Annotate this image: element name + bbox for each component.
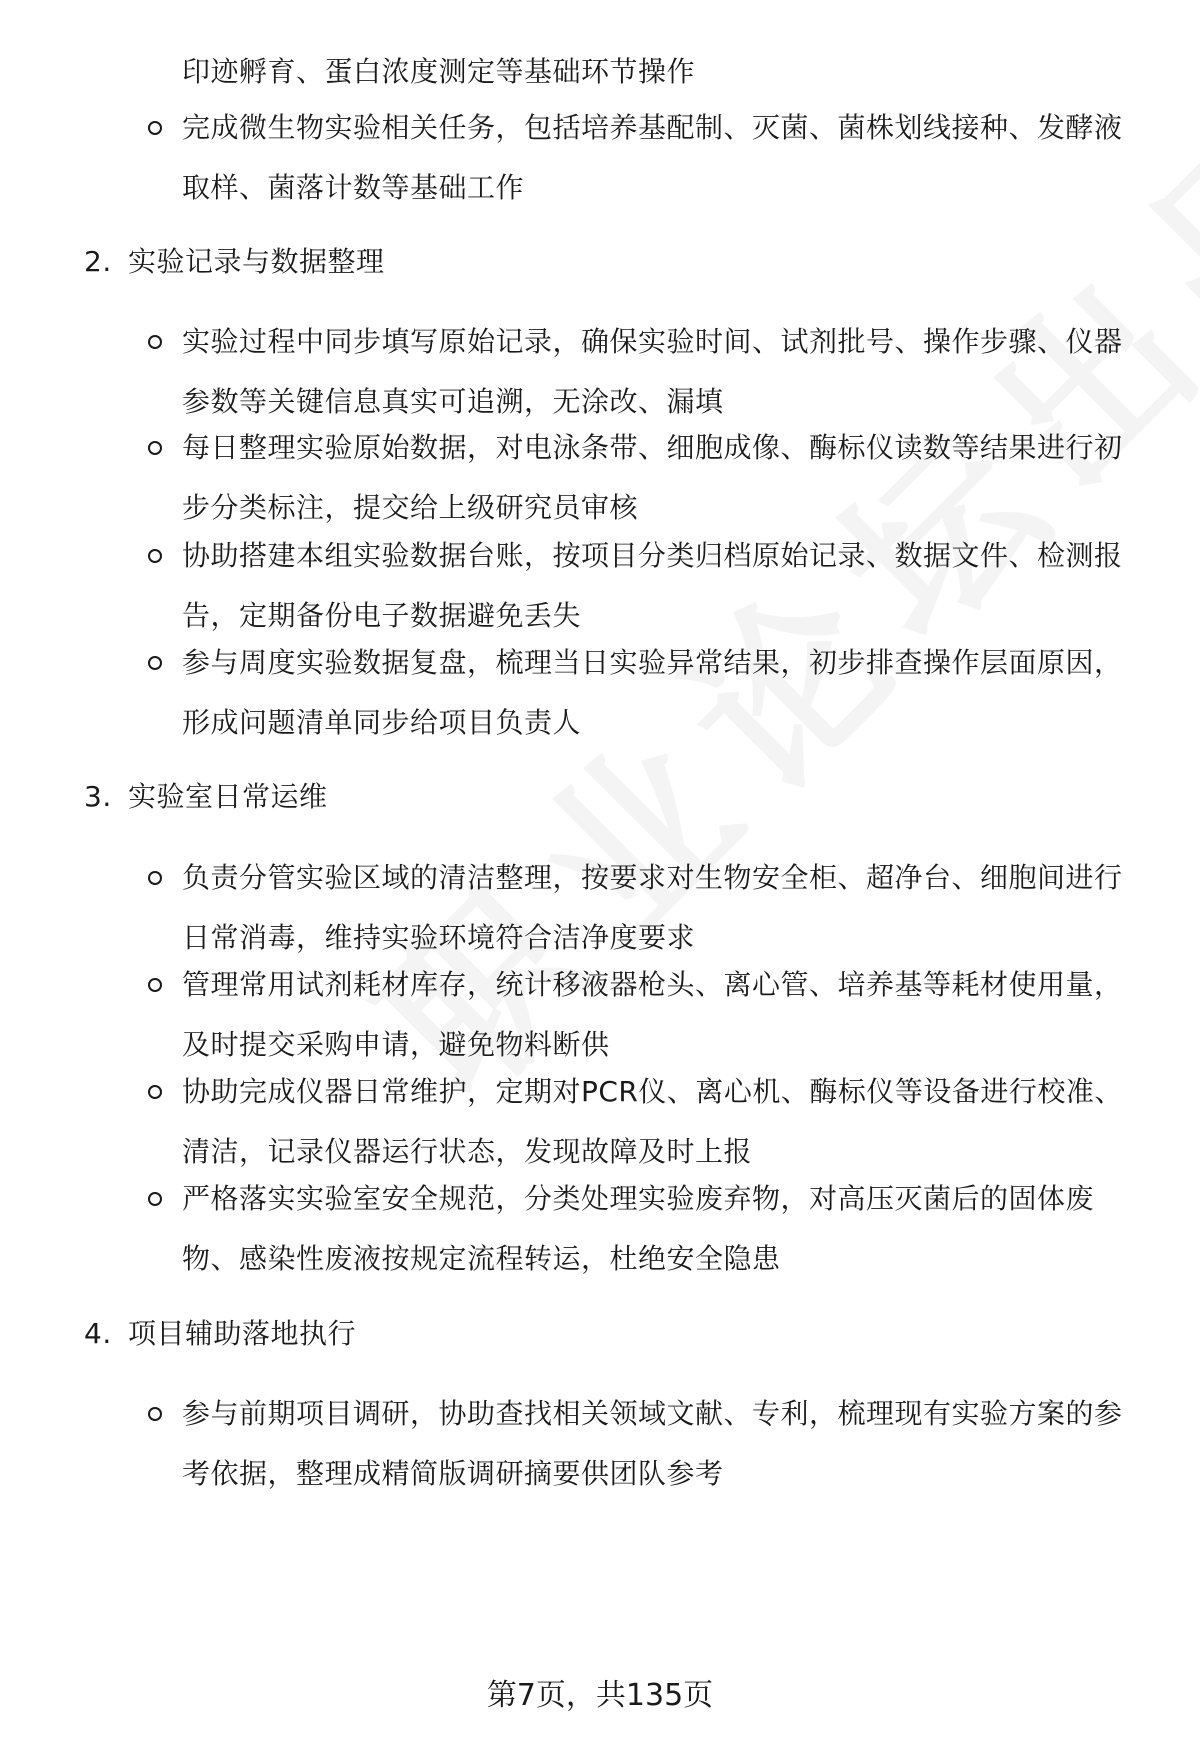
list-item: 协助完成仪器日常维护，定期对PCR仪、离心机、酶标仪等设备进行校准、清洁，记录仪器运行状态，发现故障及时上报: [182, 1075, 1123, 1168]
bullet-circle-icon: [148, 441, 162, 455]
section-number: 2.: [84, 245, 112, 278]
bullet-circle-icon: [148, 1407, 162, 1421]
list-item: 实验过程中同步填写原始记录，确保实验时间、试剂批号、操作步骤、仪器参数等关键信息真实可追溯，无涂改、漏填: [182, 325, 1123, 418]
bullet-circle-icon: [148, 1192, 162, 1206]
bullet-circle-icon: [148, 335, 162, 349]
bullet-circle-icon: [148, 121, 162, 135]
section-number: 3.: [84, 780, 112, 813]
page-number-footer: 第7页，共135页: [486, 1678, 714, 1713]
list-item: 每日整理实验原始数据，对电泳条带、细胞成像、酶标仪读数等结果进行初步分类标注，提交给上级研究员审核: [182, 431, 1123, 524]
section-title: 实验记录与数据整理: [128, 245, 385, 278]
list-item: 严格落实实验室安全规范，分类处理实验废弃物，对高压灭菌后的固体废物、感染性废液按规定流程转运，杜绝安全隐患: [182, 1182, 1095, 1275]
section-heading: [84, 767, 328, 827]
list-item: 参与周度实验数据复盘，梳理当日实验异常结果，初步排查操作层面原因，形成问题清单同步给项目负责人: [182, 646, 1123, 739]
section-title: 项目辅助落地执行: [128, 1317, 357, 1350]
list-item: 协助搭建本组实验数据台账，按项目分类归档原始记录、数据文件、检测报告，定期备份电子数据避免丢失: [182, 539, 1123, 632]
list-item: 管理常用试剂耗材库存，统计移液器枪头、离心管、培养基等耗材使用量，及时提交采购申请，避免物料断供: [182, 968, 1123, 1061]
bullet-circle-icon: [148, 656, 162, 670]
section-heading: [84, 232, 385, 292]
list-item: 完成微生物实验相关任务，包括培养基配制、灭菌、菌株划线接种、发酵液取样、菌落计数等基础工作: [182, 111, 1123, 204]
section-heading: [84, 1304, 356, 1364]
paragraph-continuation: 印迹孵育、蛋白浓度测定等基础环节操作: [182, 55, 696, 88]
list-item: 负责分管实验区域的清洁整理，按要求对生物安全柜、超净台、细胞间进行日常消毒，维持实验环境符合洁净度要求: [182, 861, 1123, 954]
bullet-circle-icon: [148, 1085, 162, 1099]
list-item: 参与前期项目调研，协助查找相关领域文献、专利，梳理现有实验方案的参考依据，整理成精简版调研摘要供团队参考: [182, 1397, 1123, 1490]
bullet-circle-icon: [148, 871, 162, 885]
bullet-circle-icon: [148, 978, 162, 992]
section-number: 4.: [84, 1317, 112, 1350]
section-title: 实验室日常运维: [128, 780, 328, 813]
bullet-circle-icon: [148, 549, 162, 563]
